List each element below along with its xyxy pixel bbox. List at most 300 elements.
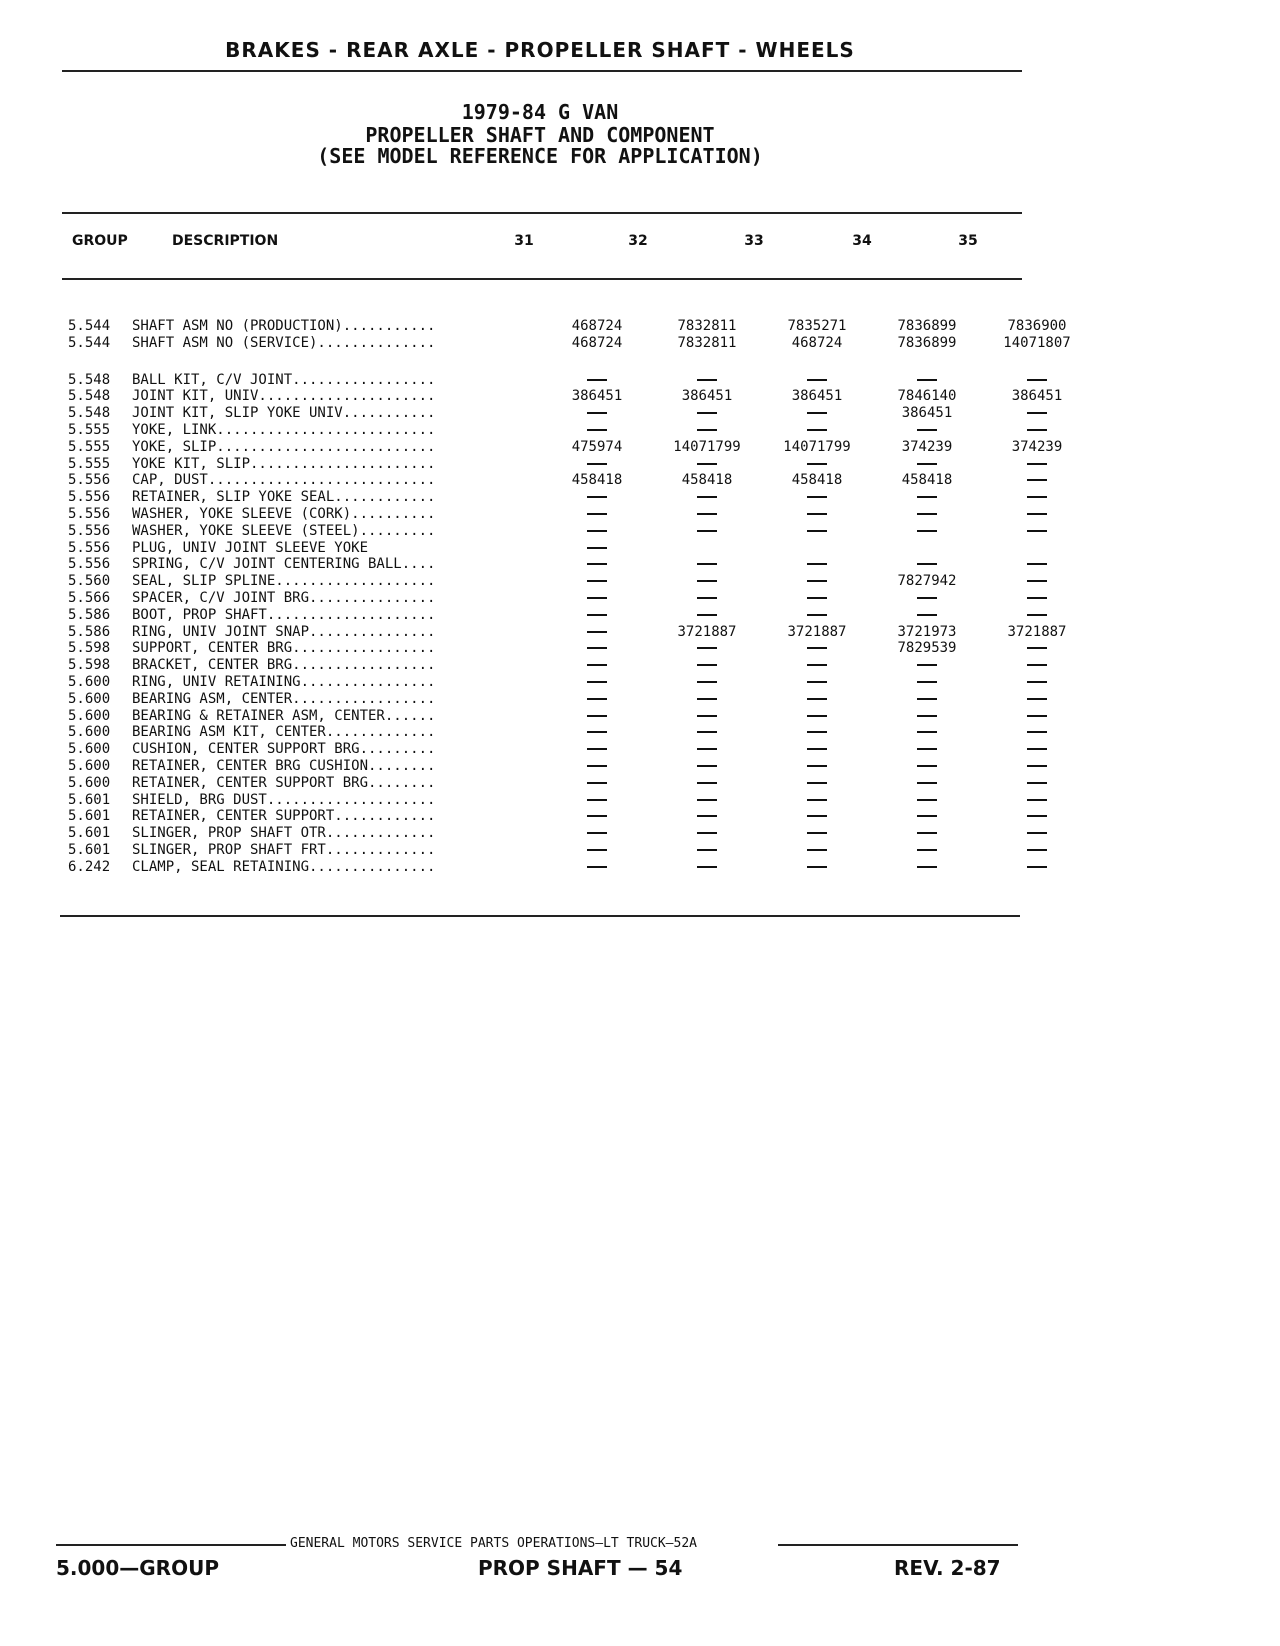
not-applicable-dash [697,496,717,498]
not-applicable-dash [1027,412,1047,414]
column-header-32: 32 [628,233,648,249]
table-row [68,573,1092,590]
not-applicable-dash [807,799,827,801]
group-number: 5.544 [68,318,111,334]
part-description: BALL KIT, C/V JOINT................. [132,371,436,388]
part-number-cell [982,540,1092,557]
part-number-cell [652,825,762,842]
part-number-cell [652,456,762,473]
table-row [68,708,1092,725]
part-number-cell [872,590,982,607]
not-applicable-dash [917,698,937,700]
part-number-cell [652,607,762,624]
group-number: 5.555 [68,421,111,438]
part-number-cell: 14071799 [783,438,851,455]
table-row [68,624,1092,641]
not-applicable-dash [697,748,717,750]
not-applicable-dash [697,580,717,582]
not-applicable-dash [587,815,607,817]
part-number-cell [542,859,652,876]
table-row [68,724,1092,741]
not-applicable-dash [587,580,607,582]
part-description: SHAFT ASM NO (SERVICE).............. [132,334,436,351]
not-applicable-dash [807,614,827,616]
part-number-cell: 458418 [791,472,843,489]
part-number-cell [762,724,872,741]
table-row [68,372,1092,389]
not-applicable-dash [697,782,717,784]
not-applicable-dash [587,530,607,532]
part-number-cell [872,792,982,809]
not-applicable-dash [587,379,607,381]
group-number: 5.556 [68,505,111,522]
part-number-cell [542,523,652,540]
not-applicable-dash [807,832,827,834]
table-row [68,842,1092,859]
not-applicable-dash [807,681,827,683]
parts-table [68,318,1092,876]
part-number-cell [542,825,652,842]
not-applicable-dash [807,647,827,649]
not-applicable-dash [587,614,607,616]
not-applicable-dash [807,715,827,717]
part-description: RETAINER, CENTER SUPPORT............ [132,808,436,825]
part-number-cell [652,523,762,540]
part-number-cell [542,640,652,657]
part-number-cell [762,506,872,523]
group-number: 5.566 [68,589,111,606]
part-description: YOKE, LINK.......................... [132,421,436,438]
not-applicable-dash [1027,597,1047,599]
not-applicable-dash [587,664,607,666]
part-number-cell [652,489,762,506]
parts-table-body [68,318,1092,876]
not-applicable-dash [1027,715,1047,717]
part-number-cell [762,372,872,389]
not-applicable-dash [587,597,607,599]
part-number-cell [652,674,762,691]
part-number-cell: 374239 [1011,438,1063,455]
part-number-cell [982,556,1092,573]
not-applicable-dash [697,513,717,515]
part-number-cell [762,691,872,708]
part-number-cell [982,405,1092,422]
not-applicable-dash [1027,614,1047,616]
group-number: 5.555 [68,455,111,472]
not-applicable-dash [807,530,827,532]
group-number: 5.600 [68,673,111,690]
part-number-cell: 7835271 [787,318,847,334]
part-number-cell: 7836899 [897,318,957,334]
part-description: PLUG, UNIV JOINT SLEEVE YOKE [132,539,369,556]
group-number: 5.560 [68,573,111,590]
not-applicable-dash [587,715,607,717]
not-applicable-dash [917,799,937,801]
part-number-cell [762,657,872,674]
part-number-cell: 7846140 [897,388,957,405]
part-number-cell [652,556,762,573]
part-number-cell [652,540,762,557]
not-applicable-dash [587,563,607,565]
part-number-cell [652,640,762,657]
row-spacer [68,352,1092,372]
not-applicable-dash [587,631,607,633]
table-row [68,318,1092,335]
part-description: CLAMP, SEAL RETAINING............... [132,858,436,875]
not-applicable-dash [697,849,717,851]
spacer-cell [68,352,1092,372]
table-row [68,607,1092,624]
not-applicable-dash [917,530,937,532]
table-row [68,388,1092,405]
part-number-cell [872,556,982,573]
part-number-cell [762,405,872,422]
part-number-cell [542,540,652,557]
part-description: SHAFT ASM NO (PRODUCTION)........... [132,318,436,334]
group-number: 5.600 [68,741,111,758]
not-applicable-dash [1027,479,1047,481]
part-number-cell [542,775,652,792]
part-number-cell: 458418 [571,472,623,489]
table-bottom-rule [60,915,1020,917]
part-number-cell [982,741,1092,758]
part-number-cell [872,825,982,842]
part-number-cell [762,792,872,809]
part-number-cell [982,422,1092,439]
not-applicable-dash [1027,664,1047,666]
part-number-cell [982,708,1092,725]
part-number-cell [872,540,982,557]
not-applicable-dash [697,412,717,414]
not-applicable-dash [697,815,717,817]
part-number-cell [982,691,1092,708]
page-subtitle: PROPELLER SHAFT AND COMPONENT [365,123,715,147]
group-number: 5.601 [68,825,111,842]
footer-group: 5.000—GROUP [56,1556,219,1580]
table-row [68,590,1092,607]
not-applicable-dash [587,849,607,851]
not-applicable-dash [587,866,607,868]
part-number-cell [762,607,872,624]
group-number: 5.600 [68,757,111,774]
header-rule [62,70,1022,72]
part-number-cell [762,775,872,792]
not-applicable-dash [697,530,717,532]
part-number-cell [762,640,872,657]
not-applicable-dash [697,563,717,565]
not-applicable-dash [917,429,937,431]
not-applicable-dash [697,614,717,616]
part-number-cell [652,573,762,590]
not-applicable-dash [697,664,717,666]
part-number-cell [542,607,652,624]
part-number-cell [982,775,1092,792]
not-applicable-dash [1027,530,1047,532]
not-applicable-dash [1027,748,1047,750]
part-description: BEARING ASM, CENTER................. [132,690,436,707]
column-header-35: 35 [958,233,978,249]
not-applicable-dash [697,866,717,868]
part-description: JOINT KIT, SLIP YOKE UNIV........... [132,405,436,422]
table-row [68,405,1092,422]
group-number: 5.556 [68,539,111,556]
not-applicable-dash [697,799,717,801]
not-applicable-dash [917,782,937,784]
part-number-cell: 7836900 [1007,318,1067,334]
part-number-cell [872,724,982,741]
not-applicable-dash [917,597,937,599]
footer-revision: REV. 2-87 [894,1556,1001,1580]
part-number-cell [872,691,982,708]
not-applicable-dash [697,765,717,767]
table-row [68,691,1092,708]
not-applicable-dash [587,765,607,767]
table-top-rule [62,212,1022,214]
not-applicable-dash [1027,513,1047,515]
part-number-cell [762,422,872,439]
part-number-cell [872,456,982,473]
group-number: 5.600 [68,690,111,707]
not-applicable-dash [917,463,937,465]
part-number-cell [542,405,652,422]
not-applicable-dash [697,597,717,599]
part-description: SPACER, C/V JOINT BRG............... [132,589,436,606]
not-applicable-dash [587,681,607,683]
part-number-cell [762,825,872,842]
not-applicable-dash [917,513,937,515]
part-number-cell [762,556,872,573]
column-header-34: 34 [852,233,872,249]
part-number-cell: 468724 [571,334,623,351]
footer-rule-left [56,1544,286,1546]
not-applicable-dash [917,748,937,750]
column-header-31: 31 [514,233,534,249]
not-applicable-dash [587,748,607,750]
not-applicable-dash [807,513,827,515]
not-applicable-dash [807,580,827,582]
part-number-cell [542,489,652,506]
part-number-cell: 3721887 [677,623,737,640]
table-row [68,456,1092,473]
part-number-cell [982,724,1092,741]
part-description: WASHER, YOKE SLEEVE (CORK).......... [132,505,436,522]
not-applicable-dash [697,681,717,683]
table-row [68,792,1092,809]
part-number-cell: 3721973 [897,623,957,640]
part-number-cell [762,859,872,876]
not-applicable-dash [917,496,937,498]
part-number-cell [542,456,652,473]
part-number-cell: 3721887 [1007,623,1067,640]
part-number-cell: 7829539 [897,640,957,657]
not-applicable-dash [1027,496,1047,498]
not-applicable-dash [917,563,937,565]
table-row [68,422,1092,439]
not-applicable-dash [917,379,937,381]
group-number: 5.598 [68,657,111,674]
part-number-cell: 468724 [791,334,843,351]
part-number-cell: 386451 [681,388,733,405]
not-applicable-dash [1027,731,1047,733]
not-applicable-dash [697,429,717,431]
not-applicable-dash [587,463,607,465]
part-number-cell [982,472,1092,489]
part-number-cell [652,691,762,708]
part-description: SEAL, SLIP SPLINE................... [132,573,436,590]
table-row [68,859,1092,876]
group-number: 5.600 [68,774,111,791]
part-number-cell [542,657,652,674]
not-applicable-dash [807,765,827,767]
part-number-cell [762,741,872,758]
part-number-cell [652,724,762,741]
column-header-description: DESCRIPTION [172,233,279,249]
not-applicable-dash [697,715,717,717]
group-number: 5.586 [68,623,111,640]
part-number-cell: 386451 [571,388,623,405]
table-row [68,775,1092,792]
part-number-cell [982,607,1092,624]
part-number-cell [762,758,872,775]
group-number: 5.548 [68,371,111,388]
part-number-cell [542,792,652,809]
part-description: YOKE KIT, SLIP...................... [132,455,436,472]
part-number-cell [762,708,872,725]
part-number-cell [872,758,982,775]
part-number-cell [762,590,872,607]
not-applicable-dash [807,463,827,465]
part-number-cell [872,422,982,439]
part-number-cell [982,842,1092,859]
part-number-cell [982,456,1092,473]
table-row [68,540,1092,557]
not-applicable-dash [1027,698,1047,700]
part-number-cell [542,590,652,607]
not-applicable-dash [1027,799,1047,801]
not-applicable-dash [697,698,717,700]
not-applicable-dash [587,782,607,784]
part-number-cell [542,372,652,389]
part-description: BOOT, PROP SHAFT.................... [132,606,436,623]
part-number-cell: 14071807 [1003,334,1071,351]
table-row [68,506,1092,523]
part-number-cell [652,506,762,523]
part-number-cell [652,590,762,607]
not-applicable-dash [587,799,607,801]
part-number-cell [762,808,872,825]
header-bottom-rule [62,278,1022,280]
part-number-cell [872,708,982,725]
not-applicable-dash [807,866,827,868]
part-number-cell [652,842,762,859]
part-number-cell [872,372,982,389]
group-number: 5.601 [68,791,111,808]
part-number-cell [872,523,982,540]
not-applicable-dash [917,614,937,616]
not-applicable-dash [697,647,717,649]
not-applicable-dash [917,849,937,851]
not-applicable-dash [1027,765,1047,767]
footer-publisher: GENERAL MOTORS SERVICE PARTS OPERATIONS—LT TRUCK—52A [290,1536,697,1551]
part-number-cell [982,372,1092,389]
running-head: BRAKES - REAR AXLE - PROPELLER SHAFT - WHEELS [225,38,855,62]
part-number-cell [542,842,652,859]
part-number-cell [982,573,1092,590]
part-number-cell: 386451 [791,388,843,405]
part-number-cell [542,674,652,691]
part-number-cell: 458418 [681,472,733,489]
not-applicable-dash [1027,681,1047,683]
part-number-cell [982,792,1092,809]
not-applicable-dash [807,849,827,851]
part-number-cell: 386451 [1011,388,1063,405]
not-applicable-dash [807,815,827,817]
group-number: 5.601 [68,841,111,858]
part-number-cell: 7836899 [897,334,957,351]
group-number: 5.548 [68,388,111,405]
group-number: 5.556 [68,556,111,573]
not-applicable-dash [587,698,607,700]
not-applicable-dash [697,731,717,733]
part-description: RING, UNIV JOINT SNAP............... [132,623,436,640]
part-number-cell [872,775,982,792]
not-applicable-dash [917,664,937,666]
not-applicable-dash [587,429,607,431]
part-number-cell [982,640,1092,657]
group-number: 5.544 [68,334,111,351]
part-number-cell [872,607,982,624]
part-number-cell: 7832811 [677,334,737,351]
part-description: BEARING & RETAINER ASM, CENTER...... [132,707,436,724]
part-number-cell [762,489,872,506]
not-applicable-dash [807,698,827,700]
part-description: SPRING, C/V JOINT CENTERING BALL.... [132,556,436,573]
part-number-cell: 7832811 [677,318,737,334]
not-applicable-dash [1027,849,1047,851]
not-applicable-dash [587,513,607,515]
not-applicable-dash [1027,429,1047,431]
part-number-cell [982,674,1092,691]
part-number-cell [982,808,1092,825]
part-description: CUSHION, CENTER SUPPORT BRG......... [132,741,436,758]
part-number-cell [982,506,1092,523]
not-applicable-dash [1027,463,1047,465]
group-number: 5.556 [68,472,111,489]
table-row [68,556,1092,573]
table-row [68,825,1092,842]
part-description: RETAINER, CENTER SUPPORT BRG........ [132,774,436,791]
not-applicable-dash [917,715,937,717]
footer-rule-right [778,1544,1018,1546]
part-description: JOINT KIT, UNIV..................... [132,388,436,405]
part-description: YOKE, SLIP.......................... [132,438,436,455]
part-number-cell: 386451 [901,405,953,422]
part-description: SUPPORT, CENTER BRG................. [132,640,436,657]
not-applicable-dash [917,866,937,868]
part-number-cell [872,674,982,691]
table-row [68,472,1092,489]
part-number-cell [872,859,982,876]
not-applicable-dash [807,412,827,414]
not-applicable-dash [807,496,827,498]
part-number-cell [542,708,652,725]
table-row [68,489,1092,506]
part-number-cell: 14071799 [673,438,741,455]
part-number-cell [542,741,652,758]
part-number-cell [982,523,1092,540]
part-number-cell: 3721887 [787,623,847,640]
not-applicable-dash [587,547,607,549]
